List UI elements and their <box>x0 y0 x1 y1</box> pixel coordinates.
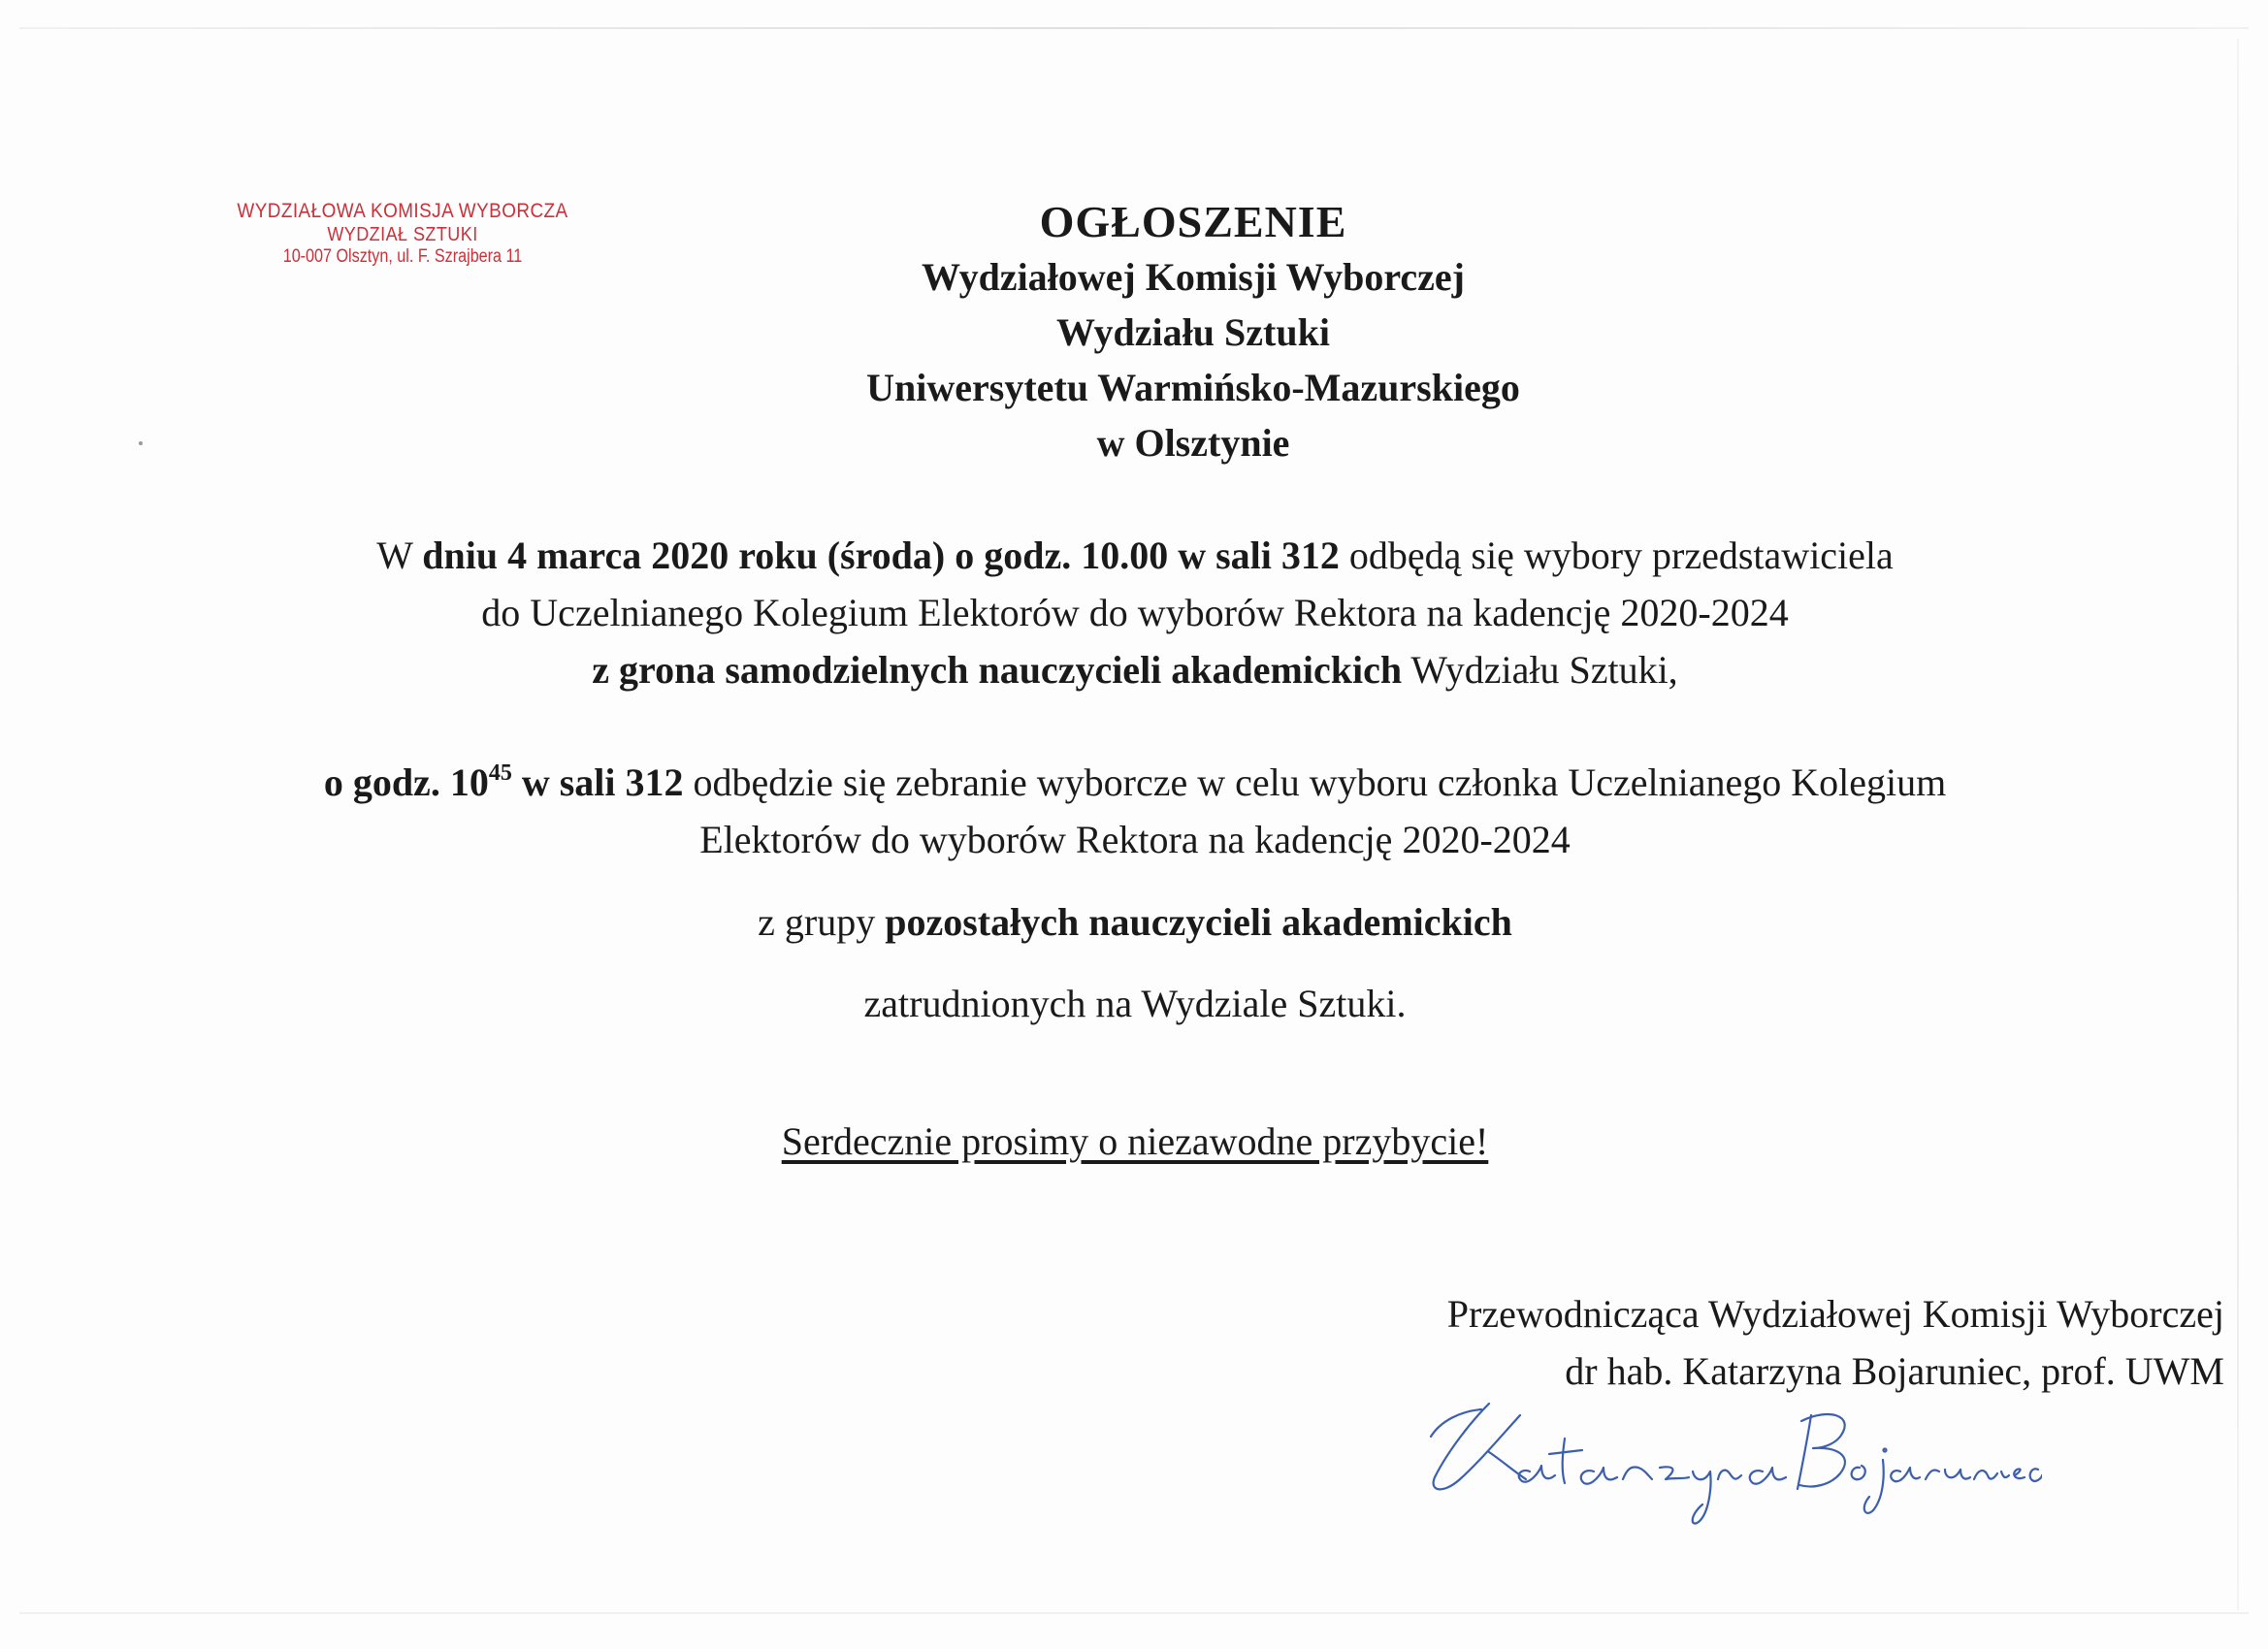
committee-stamp <box>194 199 611 269</box>
election-line-1-rest: odbędą się wybory przedstawiciela <box>1348 534 1894 577</box>
invitation-paragraph <box>97 1113 2173 1170</box>
meeting-line-1 <box>97 754 2173 811</box>
heading-line-2: Wydziału Sztuki <box>1056 310 1330 354</box>
scan-edge-top <box>19 27 2249 29</box>
election-line-1 <box>97 527 2173 584</box>
group-prefix: z grupy <box>758 900 886 944</box>
meeting-line-2: Elektorów do wyborów Rektora na kadencję 2020-2024 <box>699 818 1571 861</box>
stamp-line-3: 10-007 Olsztyn, ul. F. Szrajbera 11 <box>282 246 523 268</box>
meeting-time-minutes: 45 <box>488 760 512 786</box>
announcement-title: OGŁOSZENIE <box>1039 197 1347 246</box>
scan-edge-bottom <box>19 1612 2249 1614</box>
election-date-time: dniu 4 marca 2020 roku (środa) o godz. 10.00 w sali 312 <box>422 534 1349 577</box>
stamp-line-1: WYDZIAŁOWA KOMISJA WYBORCZA <box>237 200 568 222</box>
signatory-name: dr hab. Katarzyna Bojaruniec, prof. UWM <box>1565 1349 2224 1393</box>
election-line-2: do Uczelnianego Kolegium Elektorów do wyborów Rektora na kadencję 2020-2024 <box>481 591 1789 634</box>
election-line-3 <box>97 641 2173 698</box>
group-paragraph <box>97 893 2173 951</box>
heading-line-3: Uniwersytetu Warmińsko-Mazurskiego <box>866 366 1520 409</box>
group-name: pozostałych nauczycieli akademickich <box>885 900 1512 944</box>
handwritten-signature <box>1421 1382 2042 1528</box>
heading-line-4: w Olsztynie <box>1096 421 1290 465</box>
election-group: z grona samodzielnych nauczycieli akademickich <box>592 648 1403 692</box>
meeting-room: w sali 312 <box>511 760 684 804</box>
stamp-line-2: WYDZIAŁ SZTUKI <box>327 224 478 246</box>
election-paragraph <box>97 527 2173 698</box>
meeting-time: o godz. 10 <box>323 760 489 804</box>
heading-line-1: Wydziałowej Komisji Wyborczej <box>922 255 1465 299</box>
meeting-paragraph <box>97 754 2173 868</box>
signatory-role: Przewodnicząca Wydziałowej Komisji Wyborczej <box>1446 1292 2224 1336</box>
election-w: W <box>376 534 423 577</box>
scan-speck <box>139 441 143 445</box>
scan-edge-right <box>2237 39 2239 1610</box>
meeting-line-1-rest: odbędzie się zebranie wyborcze w celu wyboru członka Uczelnianego Kolegium <box>683 760 1947 804</box>
employment-paragraph: zatrudnionych na Wydziale Sztuki. <box>863 982 1407 1025</box>
election-line-3-rest: Wydziału Sztuki, <box>1402 648 1678 692</box>
announcement-heading <box>679 194 1707 470</box>
invitation-text: Serdecznie prosimy o niezawodne przybycie! <box>781 1119 1489 1163</box>
